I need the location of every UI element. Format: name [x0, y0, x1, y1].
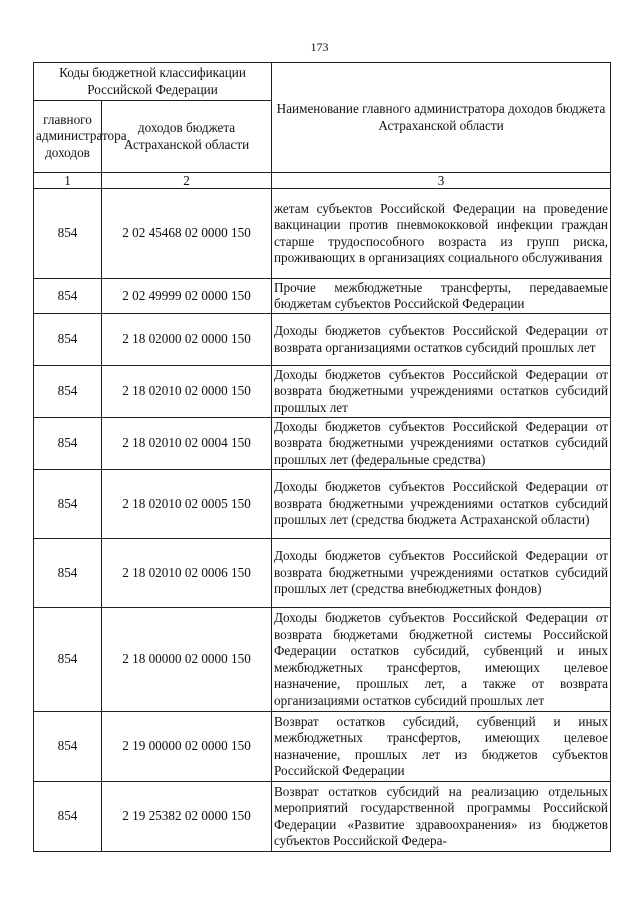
description-cell: Доходы бюджетов субъектов Российской Федерации от возврата бюджетными учреждениями остатков субсидий прошлых лет (федеральные средства) — [272, 418, 611, 470]
admin-code-cell: 854 — [34, 366, 102, 418]
admin-code-cell: 854 — [34, 189, 102, 279]
codes-title-header: Коды бюджетной классификации Российской Федерации — [34, 63, 272, 101]
admin-code-cell: 854 — [34, 418, 102, 470]
income-code-cell: 2 18 00000 02 0000 150 — [102, 608, 272, 712]
column-number-3: 3 — [272, 173, 611, 189]
income-code-cell: 2 18 02010 02 0006 150 — [102, 539, 272, 608]
column-number-1: 1 — [34, 173, 102, 189]
income-code-cell: 2 18 02010 02 0005 150 — [102, 470, 272, 539]
table-row — [34, 314, 611, 366]
description-cell: Доходы бюджетов субъектов Российской Федерации от возврата бюджетами бюджетной системы Российской Федерации остатков субсидий, субвенций и иных межбюджетных трансфертов, имеющих целевое назначение, прошлых лет, а также от возврата организациями остатков субсидий прошлых лет — [272, 608, 611, 712]
table-row — [34, 189, 611, 279]
description-cell: Доходы бюджетов субъектов Российской Федерации от возврата бюджетными учреждениями остатков субсидий прошлых лет (средства бюджета Астраханской области) — [272, 470, 611, 539]
table-row — [34, 608, 611, 712]
name-column-header: Наименование главного администратора доходов бюджета Астраханской области — [272, 63, 611, 173]
admin-code-cell: 854 — [34, 314, 102, 366]
description-cell: Прочие межбюджетные трансферты, передаваемые бюджетам субъектов Российской Федерации — [272, 279, 611, 314]
table-row — [34, 712, 611, 782]
column-number-2: 2 — [102, 173, 272, 189]
table-row — [34, 782, 611, 852]
income-code-cell: 2 02 45468 02 0000 150 — [102, 189, 272, 279]
income-code-cell: 2 18 02000 02 0000 150 — [102, 314, 272, 366]
income-code-cell: 2 19 25382 02 0000 150 — [102, 782, 272, 852]
budget-classification-table — [33, 62, 611, 852]
description-cell: Доходы бюджетов субъектов Российской Федерации от возврата бюджетными учреждениями остатков субсидий прошлых лет — [272, 366, 611, 418]
table-header — [34, 63, 611, 189]
admin-column-header: главного администратора доходов — [34, 101, 102, 173]
table-row — [34, 418, 611, 470]
admin-code-cell: 854 — [34, 539, 102, 608]
table-row — [34, 470, 611, 539]
income-code-cell: 2 18 02010 02 0000 150 — [102, 366, 272, 418]
column-number-row — [34, 173, 611, 189]
description-cell: Доходы бюджетов субъектов Российской Федерации от возврата бюджетными учреждениями остатков субсидий прошлых лет (средства внебюджетных фондов) — [272, 539, 611, 608]
description-cell: жетам субъектов Российской Федерации на проведение вакцинации против пневмококковой инфекции граждан старше трудоспособного возраста из групп риска, проживающих в организациях социального обслуживания — [272, 189, 611, 279]
description-cell: Возврат остатков субсидий, субвенций и иных межбюджетных трансфертов, имеющих целевое назначение, прошлых лет из бюджетов субъектов Российской Федерации — [272, 712, 611, 782]
admin-code-cell: 854 — [34, 279, 102, 314]
income-code-cell: 2 19 00000 02 0000 150 — [102, 712, 272, 782]
description-cell: Возврат остатков субсидий на реализацию отдельных мероприятий государственной программы Российской Федерации «Развитие здравоохранения» из бюджетов субъектов Российской Федера- — [272, 782, 611, 852]
income-column-header: доходов бюджета Астраханской области — [102, 101, 272, 173]
description-cell: Доходы бюджетов субъектов Российской Федерации от возврата организациями остатков субсидий прошлых лет — [272, 314, 611, 366]
income-code-cell: 2 02 49999 02 0000 150 — [102, 279, 272, 314]
admin-code-cell: 854 — [34, 608, 102, 712]
table-row — [34, 279, 611, 314]
page-number: 173 — [310, 40, 329, 54]
table-row — [34, 539, 611, 608]
admin-code-cell: 854 — [34, 470, 102, 539]
income-code-cell: 2 18 02010 02 0004 150 — [102, 418, 272, 470]
table-row — [34, 366, 611, 418]
table-body — [34, 189, 611, 852]
admin-code-cell: 854 — [34, 782, 102, 852]
admin-code-cell: 854 — [34, 712, 102, 782]
